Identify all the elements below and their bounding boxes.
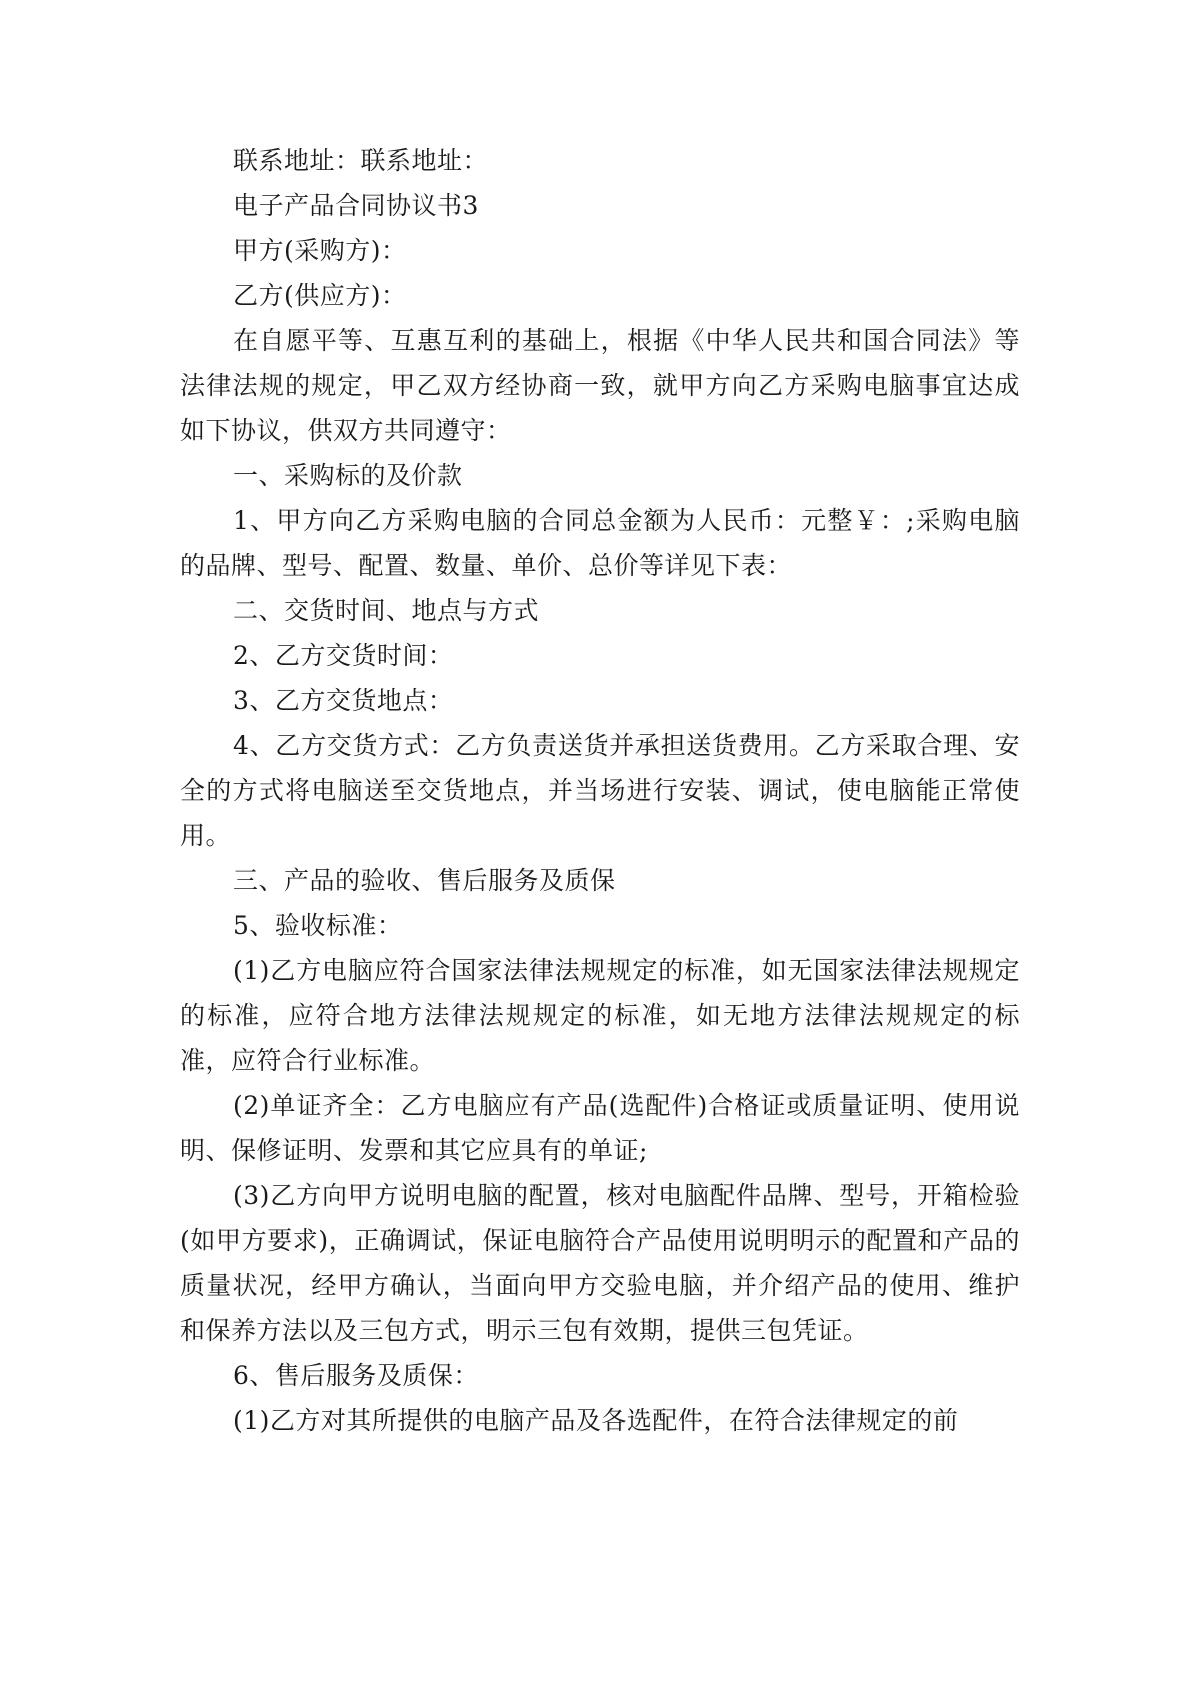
- clause-1: 1、甲方向乙方采购电脑的合同总金额为人民币：元整￥：;采购电脑的品牌、型号、配置、数量、单价、总价等详见下表：: [180, 506, 1020, 580]
- clause-6: 6、售后服务及质保：: [233, 1361, 479, 1390]
- section-heading-3: 三、产品的验收、售后服务及质保: [233, 866, 616, 895]
- party-a-line: 甲方(采购方)：: [233, 236, 407, 265]
- clause-5-item-2: (2)单证齐全：乙方电脑应有产品(选配件)合格证或质量证明、使用说明、保修证明、发票和其它应具有的单证;: [180, 1091, 1020, 1165]
- clause-5: 5、验收标准：: [233, 911, 403, 940]
- clause-6-item-1: (1)乙方对其所提供的电脑产品及各选配件，在符合法律规定的前: [233, 1406, 959, 1435]
- clause-4: 4、乙方交货方式：乙方负责送货并承担送货费用。乙方采取合理、安全的方式将电脑送至交货地点，并当场进行安装、调试，使电脑能正常使用。: [180, 731, 1020, 850]
- clause-2: 2、乙方交货时间：: [233, 641, 454, 670]
- party-b-line: 乙方(供应方)：: [233, 281, 407, 310]
- section-heading-2: 二、交货时间、地点与方式: [233, 596, 540, 625]
- document-body: [180, 138, 1020, 1443]
- clause-5-item-3: (3)乙方向甲方说明电脑的配置，核对电脑配件品牌、型号，开箱检验(如甲方要求)，正确调试，保证电脑符合产品使用说明明示的配置和产品的质量状况，经甲方确认，当面向甲方交验电脑，并介绍产品的使用、维护和保养方法以及三包方式，明示三包有效期，提供三包凭证。: [180, 1181, 1020, 1345]
- clause-3: 3、乙方交货地点：: [233, 686, 454, 715]
- section-heading-1: 一、采购标的及价款: [233, 461, 463, 490]
- preamble-paragraph: 在自愿平等、互惠互利的基础上，根据《中华人民共和国合同法》等法律法规的规定，甲乙双方经协商一致，就甲方向乙方采购电脑事宜达成如下协议，供双方共同遵守：: [180, 326, 1020, 445]
- clause-5-item-1: (1)乙方电脑应符合国家法律法规规定的标准，如无国家法律法规规定的标准，应符合地方法律法规规定的标准，如无地方法律法规规定的标准，应符合行业标准。: [180, 956, 1020, 1075]
- contact-address-line: 联系地址：联系地址：: [233, 146, 489, 175]
- contract-title: 电子产品合同协议书3: [233, 191, 479, 220]
